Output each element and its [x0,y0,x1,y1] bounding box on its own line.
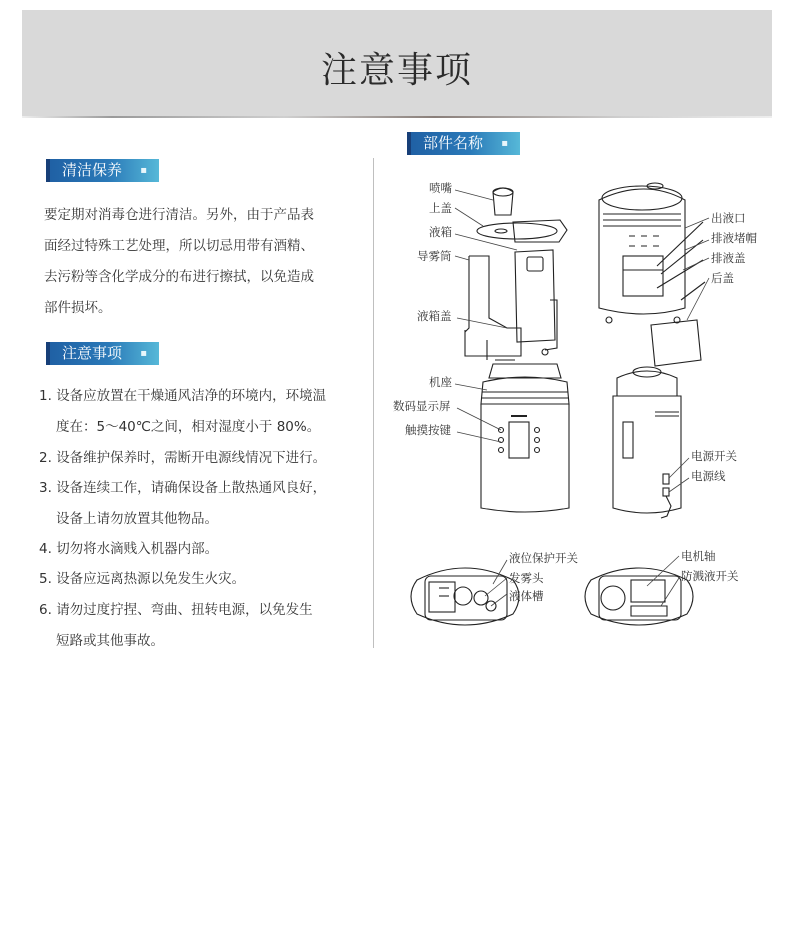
label-touch-keys: 触摸按键 [405,423,451,437]
column-divider [373,158,374,648]
exploded-view [465,188,567,360]
section-tag-label: 清洁保养 [62,161,123,179]
note-item-1: 1. 设备应放置在干燥通风洁净的环境内，环境温 [39,388,327,404]
tag-dot-icon: ▪ [140,348,147,359]
bottom-view-left [411,568,519,625]
tag-dot-icon: ▪ [140,165,147,176]
banner-divider [22,116,772,118]
header-banner [22,10,772,116]
note-item-2: 2. 设备维护保养时，需断开电源线情况下进行。 [39,450,327,466]
label-tank-cover: 液箱盖 [417,309,452,323]
label-level-switch: 液位保护开关 [509,551,578,565]
page-title: 注意事项 [320,50,473,91]
note-item-4: 4. 切勿将水滴贱入机器内部。 [39,541,219,557]
label-power-switch: 电源开关 [691,449,737,463]
paragraph-line: 要定期对消毒仓进行清洁。另外，由于产品表 [44,207,314,223]
label-display: 数码显示屏 [393,399,451,413]
label-nozzle: 喷嘴 [429,181,452,195]
paragraph-line: 部件损坏。 [44,300,112,316]
label-outlet: 出液口 [711,211,746,225]
label-atomizer: 发雾头 [509,571,544,585]
note-item-6-cont: 短路或其他事故。 [56,633,164,649]
label-liquid-tank: 液体槽 [509,589,544,603]
label-motor-shaft: 电机轴 [681,549,716,563]
label-base: 机座 [429,375,452,389]
side-view [613,367,681,518]
note-item-5: 5. 设备应远离热源以免发生火灾。 [39,571,246,587]
parts-diagram [385,160,775,640]
bottom-view-right [585,568,693,625]
label-top-cover: 上盖 [429,201,452,215]
front-view [481,364,569,512]
paragraph-line: 去污粉等含化学成分的布进行擦拭，以免造成 [44,269,314,285]
label-tank: 液箱 [429,225,452,239]
section-tag-notes [46,342,159,365]
note-item-1-cont: 度在：5～40℃之间，相对湿度小于 80%。 [56,419,321,435]
cleaning-paragraph [44,200,344,324]
note-item-6: 6. 请勿过度拧捏、弯曲、扭转电源，以免发生 [39,602,313,618]
section-tag-cleaning [46,159,159,182]
label-power-cord: 电源线 [691,469,726,483]
tag-dot-icon: ▪ [501,138,508,149]
section-tag-parts [407,132,520,155]
paragraph-line: 面经过特殊工艺处理，所以切忌用带有酒精、 [44,238,314,254]
label-drain-cap: 排液堵帽 [711,231,757,245]
section-tag-label: 注意事项 [62,344,123,362]
note-item-3-cont: 设备上请勿放置其他物品。 [56,511,218,527]
note-item-3: 3. 设备连续工作，请确保设备上散热通风良好， [39,480,327,496]
label-splash-switch: 防溅液开关 [681,569,739,583]
section-tag-label: 部件名称 [423,134,484,152]
label-back-cover: 后盖 [711,271,734,285]
rear-view [599,183,705,366]
label-mist-tube: 导雾筒 [417,249,452,263]
label-drain-cover: 排液盖 [711,251,746,265]
